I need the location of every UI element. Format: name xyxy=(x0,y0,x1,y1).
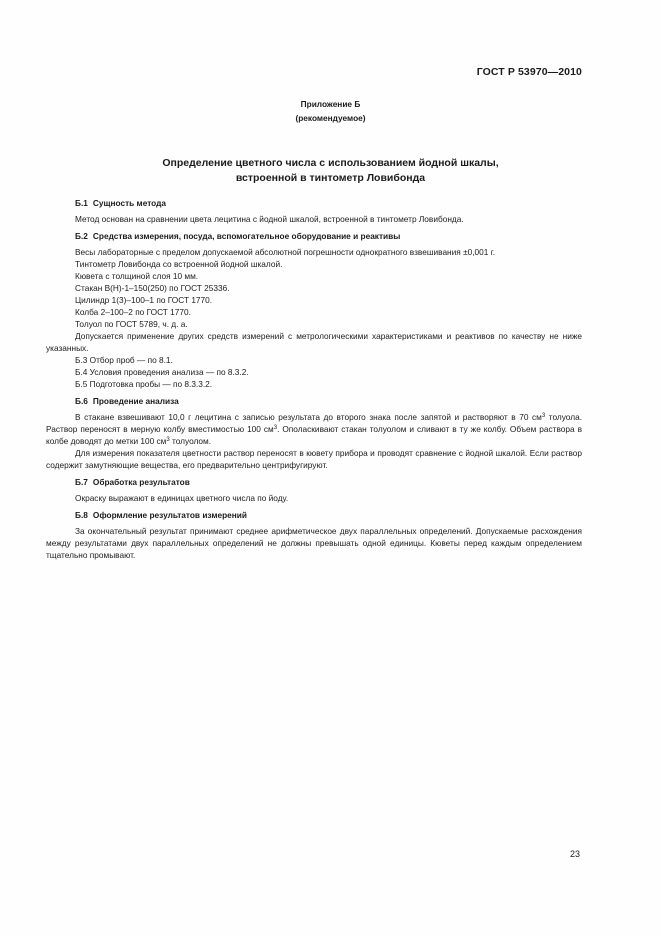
title-line-1: Определение цветного числа с использованием йодной шкалы, xyxy=(162,157,499,169)
appendix-heading xyxy=(0,97,661,125)
section-b2-item: Колба 2–100–2 по ГОСТ 1770. xyxy=(75,307,191,317)
section-b7-text: Окраску выражают в единицах цветного числа по йоду. xyxy=(75,493,289,503)
appendix-title xyxy=(0,156,661,186)
title-line-2: встроенной в тинтометр Ловибонда xyxy=(235,172,426,184)
section-b3: Б.3 Отбор проб — по 8.1. xyxy=(75,355,173,365)
section-b6-paragraph-1: В стакане взвешивают 10,0 г лецитина с записью результата до второго знака после запятой и растворяют в 70 $см^3$ толуола. Раствор переносят в мерную колбу вместимостью 100 $см^3$. Ополаскивают стакан толуолом и сливают в ту же колбу. Объем раствора в колбе доводят до метки 100 $см^3$ толуолом. xyxy=(46,412,583,446)
section-b8-text: За окончательный результат принимают среднее арифметическое двух параллельных определений. Допускаемые расхождения между результатами двух параллельных определений не должны превышать одной единицы. Кюветы перед каждым определением тщательно промывают. xyxy=(46,526,582,560)
section-b2-item: Цилиндр 1(3)–100–1 по ГОСТ 1770. xyxy=(75,295,213,305)
section-b2-item: Весы лабораторные с пределом допускаемой абсолютной погрешности однократного взвешивания ±0,001 г. xyxy=(75,247,496,257)
page-number: 23 xyxy=(569,849,580,859)
superscript: 3 xyxy=(273,425,278,431)
document-body xyxy=(46,197,582,561)
section-b2-item: Кювета с толщиной слоя 10 мм. xyxy=(75,271,199,281)
appendix-label: Приложение Б xyxy=(300,99,361,109)
section-b6-paragraph-2: Для измерения показателя цветности раствор переносят в кювету прибора и проводят сравнение с йодной шкалой. Если раствор содержит замутняющие вещества, его предварительно центрифугируют. xyxy=(46,448,582,470)
section-b5: Б.5 Подготовка пробы — по 8.3.3.2. xyxy=(75,379,213,389)
section-b1-heading: Б.1 Сущность метода xyxy=(75,198,166,208)
superscript: 3 xyxy=(166,437,170,443)
standard-number: ГОСТ Р 53970—2010 xyxy=(476,66,582,78)
section-b2-item: Допускается применение других средств измерений с метрологическими характеристиками и реактивов по качеству не ниже указанных. xyxy=(46,331,582,353)
section-b7-heading: Б.7 Обработка результатов xyxy=(75,477,190,487)
section-b2-item: Толуол по ГОСТ 5789, ч. д. а. xyxy=(75,319,188,329)
section-b2-heading: Б.2 Средства измерения, посуда, вспомогательное оборудование и реактивы xyxy=(75,231,401,241)
section-b2-item: Стакан В(Н)-1–150(250) по ГОСТ 25336. xyxy=(75,283,230,293)
appendix-status: (рекомендуемое) xyxy=(295,113,366,123)
section-b1-text: Метод основан на сравнении цвета лецитина с йодной шкалой, встроенной в тинтометр Ловибонда. xyxy=(75,214,464,224)
section-b2-item: Тинтометр Ловибонда со встроенной йодной шкалой. xyxy=(75,259,283,269)
superscript: 3 xyxy=(541,413,546,419)
section-b6-heading: Б.6 Проведение анализа xyxy=(75,396,179,406)
section-b8-heading: Б.8 Оформление результатов измерений xyxy=(75,510,247,520)
section-b4: Б.4 Условия проведения анализа — по 8.3.2. xyxy=(75,367,249,377)
